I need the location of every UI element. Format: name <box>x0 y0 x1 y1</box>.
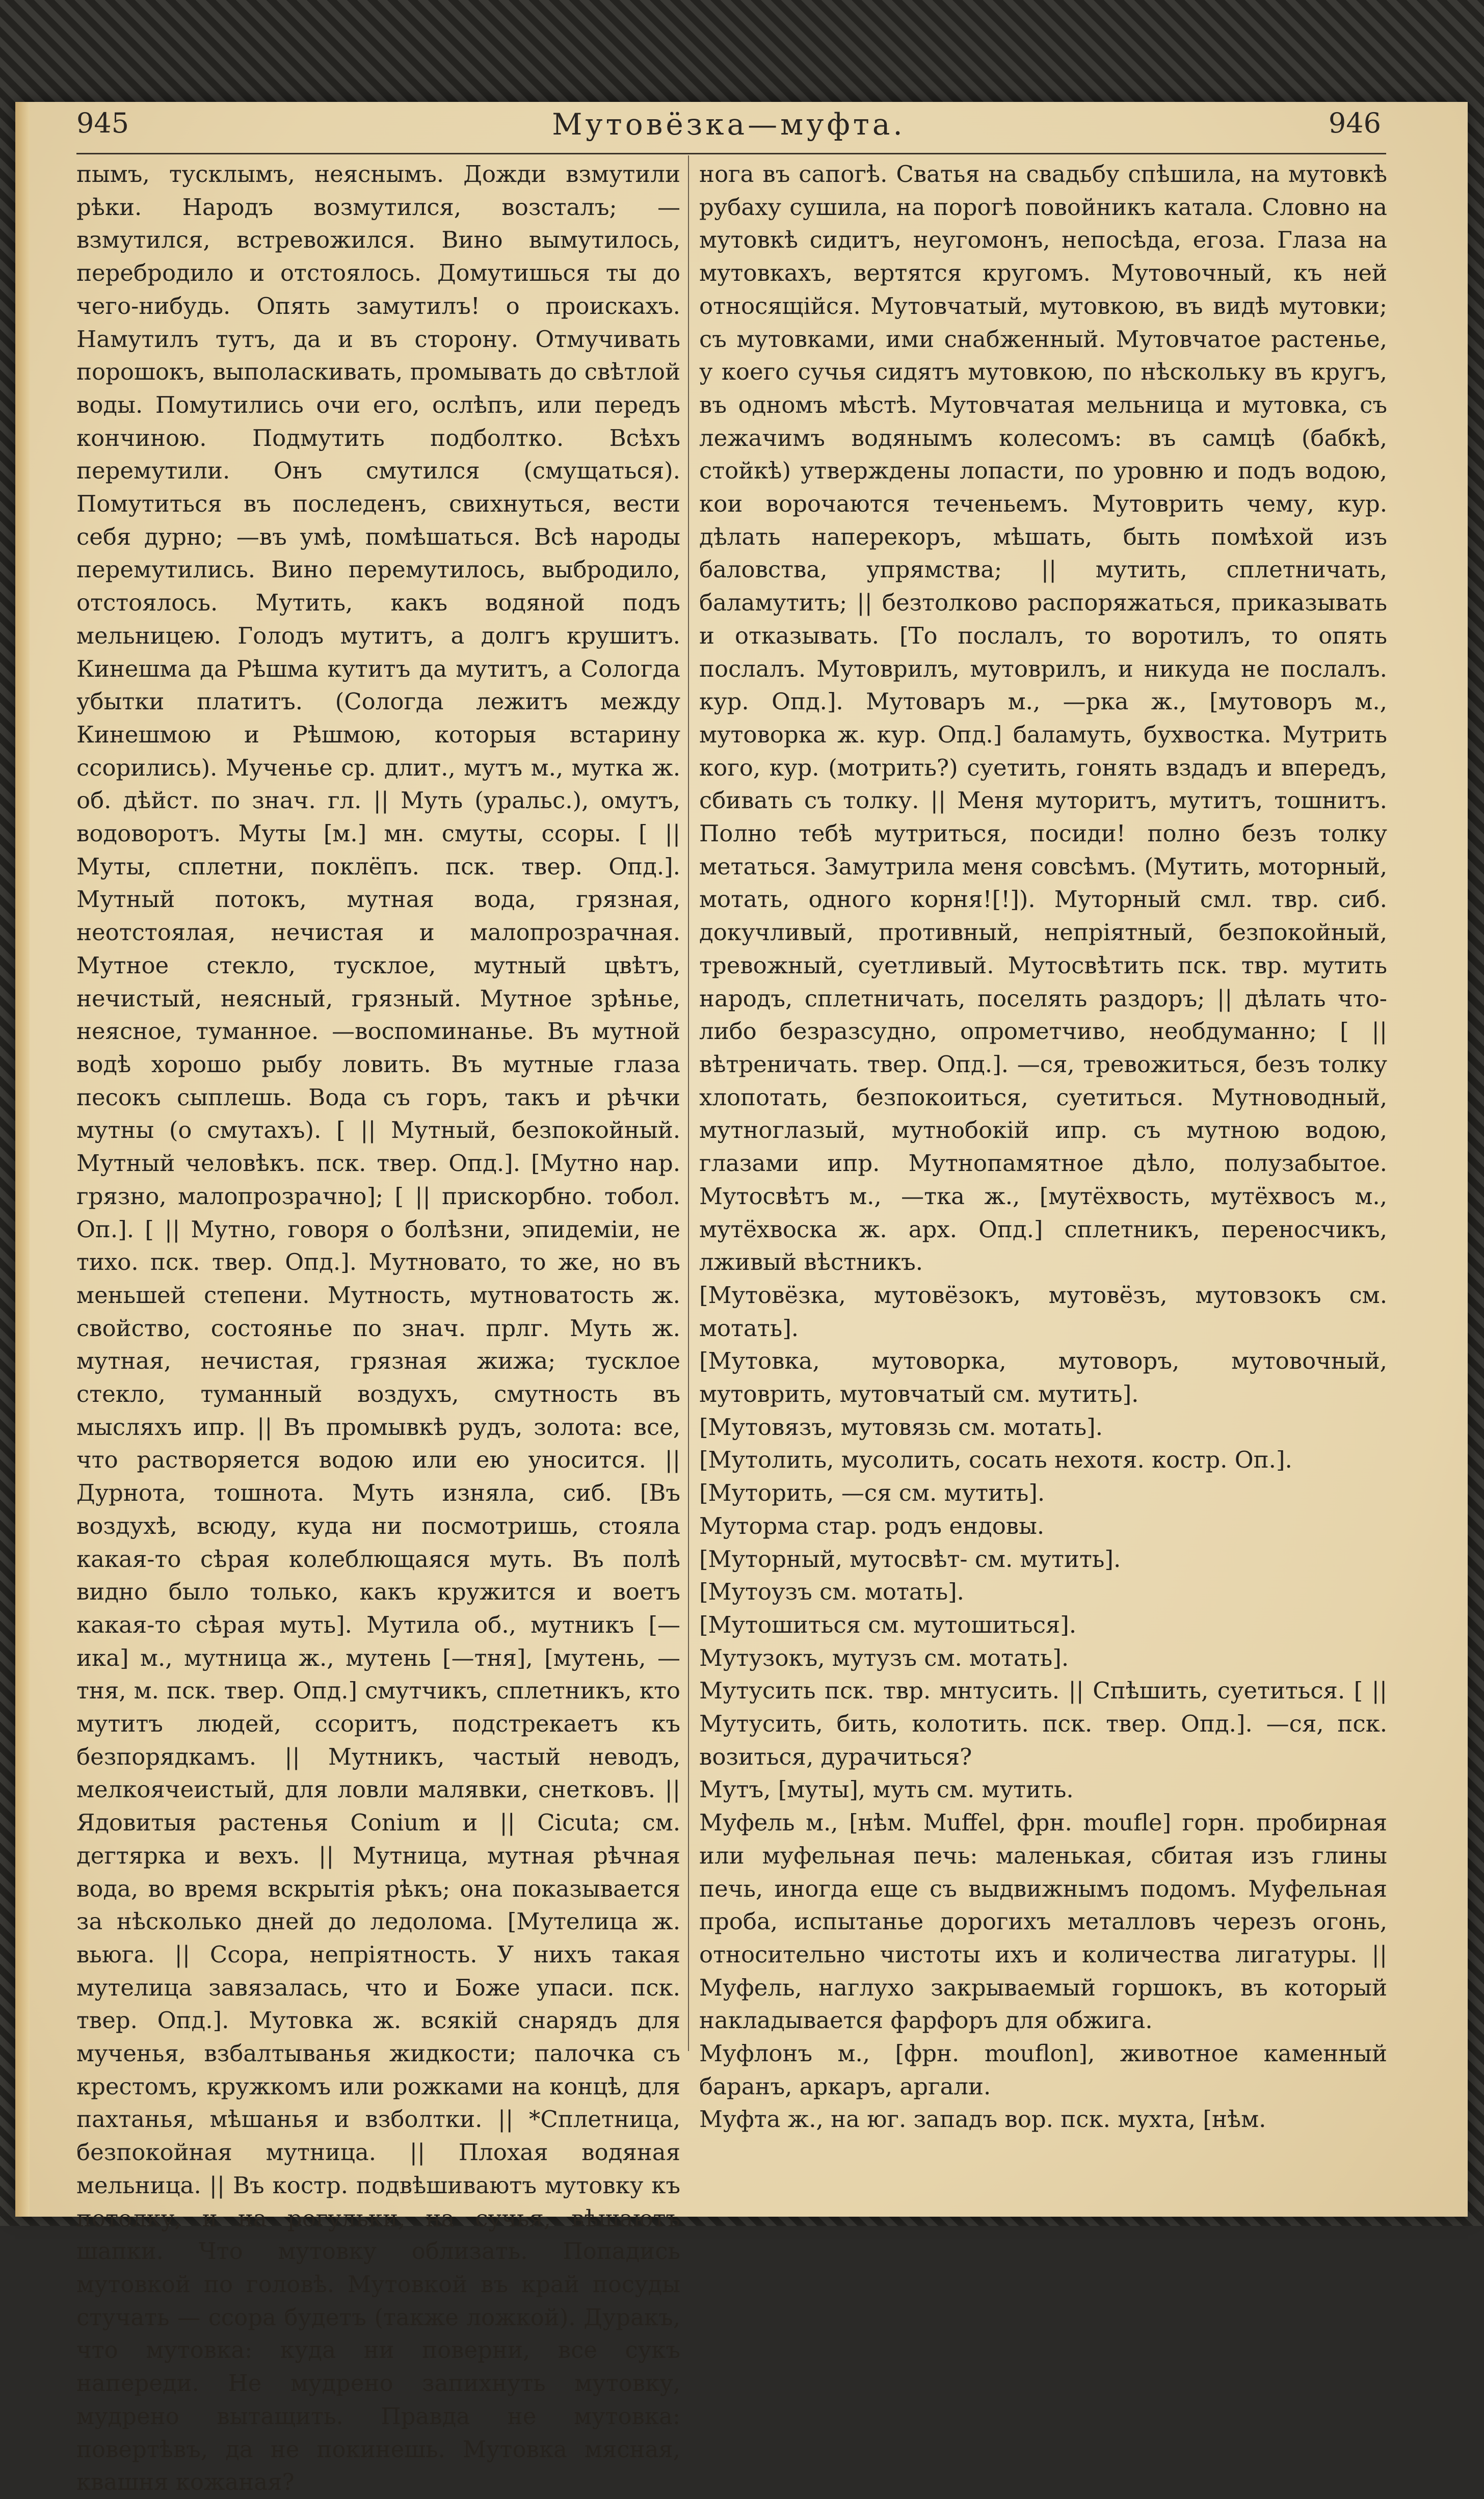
entry-mutovyaz: [Мутовязъ, мутовязь см. мотать]. <box>699 1413 1103 1441</box>
right-column <box>699 158 1387 2133</box>
entry-mutuzok: Мутузокъ, мутузъ см. мотать]. <box>699 1644 1069 1671</box>
entry-mutovka-ref: [Мутовка, мутоворка, мутоворъ, мутовочный, мутоврить, мутовчатый см. мутить]. <box>699 1347 1387 1408</box>
entry-mutorit: [Муторить, —ся см. мутить]. <box>699 1479 1045 1507</box>
entry-mutolit: [Мутолить, мусолить, сосать нехотя. костр. Оп.]. <box>699 1446 1292 1474</box>
entry-mufta: Муфта ж., на юг. западъ вор. пск. мухта, [нѣм. <box>699 2106 1266 2133</box>
entry-mutovyozka: [Мутовёзка, мутовёзокъ, мутовёзъ, мутовзокъ см. мотать]. <box>699 1281 1387 1342</box>
entry-muflon: Муфлонъ м., [фрн. mouflon], животное каменный баранъ, аркаръ, аргали. <box>699 2040 1387 2100</box>
entry-mufel: Муфель м., [нѣм. Muffel, фрн. moufle] горн. пробирная или муфельная печь: маленькая, сбитая изъ глины печь, иногда еще съ выдвижнымъ подомъ. Муфельная проба, испытанье дорогихъ металловъ черезъ огонь, относительно чистоты ихъ и количества лигатуры. || Муфель, наглухо закрываемый горшокъ, въ который накладывается фарфоръ для обжига. <box>699 1809 1387 2034</box>
left-column-text: пымъ, тусклымъ, неяснымъ. Дожди взмутили рѣки. Народъ возмутился, возсталъ; —взмутился, встревожился. Вино вымутилось, перебродило и отстоялось. Домутишься ты до чего-нибудь. Опять замутилъ! о проискахъ. Намутилъ тутъ, да и въ сторону. Отмучивать порошокъ, выполаскивать, промывать до свѣтлой воды. Помутились очи его, ослѣпъ, или передъ кончиною. Подмутить подболтко. Всѣхъ перемутили. Онъ смутился (смущаться). Помутиться въ последенъ, свихнуться, вести себя дурно; —въ умѣ, помѣшаться. Всѣ народы перемутились. Вино перемутилось, выбродило, отстоялось. Мутить, какъ водяной подъ мельницею. Голодъ мутитъ, а долгъ крушитъ. Кинешма да Рѣшма кутитъ да мутитъ, а Сологда убытки платитъ. (Сологда лежитъ между Кинешмою и Рѣшмою, которыя встарину ссорились). Мученье ср. длит., мутъ м., мутка ж. об. дѣйст. по знач. гл. || Муть (уральс.), омутъ, водоворотъ. Муты [м.] мн. смуты, ссоры. [ || Муты, сплетни, поклёпъ. пск. твер. Опд.]. Мутный потокъ, мутная вода, грязная, неотстоялая, нечистая и малопрозрачная. Мутное стекло, тусклое, мутный цвѣтъ, нечистый, неясный, грязный. Мутное зрѣнье, неясное, туманное. —воспоминанье. Въ мутной водѣ хорошо рыбу ловить. Въ мутные глаза песокъ сыплешь. Вода съ горъ, такъ и рѣчки мутны (о смутахъ). [ || Мутный, безпокойный. Мутный человѣкъ. пск. твер. Опд.]. [Мутно нар. грязно, малопрозрачно]; [ || прискорбно. тобол. Оп.]. [ || Мутно, говоря о болѣзни, эпидеміи, не тихо. пск. твер. Опд.]. Мутновато, то же, но въ меньшей степени. Мутность, мутноватость ж. свойство, состоянье по знач. прлг. Муть ж. мутная, нечистая, грязная жижа; тусклое стекло, туманный воздухъ, смутность въ мысляхъ ипр. || Въ промывкѣ рудъ, золота: все, что растворяется водою или ею уносится. || Дурнота, тошнота. Муть изняла, сиб. [Въ воздухѣ, всюду, куда ни посмотришь, стояла какая-то сѣрая колеблющаяся муть. Въ полѣ видно было только, какъ кружится и воетъ какая-то сѣрая муть]. Мутила об., мутникъ [—ика] м., мутница ж., мутень [—тня], [мутень, —тня, м. пск. твер. Опд.] смутчикъ, сплетникъ, кто мутитъ людей, ссоритъ, подстрекаетъ къ безпорядкамъ. || Мутникъ, частый неводъ, мелкоячеистый, для ловли малявки, снетковъ. || Ядовитыя растенья Conium и || Cicuta; см. дегтярка и вехъ. || Мутница, мутная рѣчная вода, во время вскрытія рѣкъ; она показывается за нѣсколько дней до ледолома. [Мутелица ж. вьюга. || Ссора, непріятность. У нихъ такая мутелица завязалась, что и Боже упаси. пск. твер. Опд.]. Мутовка ж. всякій снарядъ для мученья, взбалтыванья жидкости; палочка съ крестомъ, кружкомъ или рожками на концѣ, для пахтанья, мѣшанья и взболтки. || *Сплетница, безпокойная мутница. || Плохая водяная мельница. || Въ костр. подвѣшиваютъ мутовку къ потолку, и на рогульки, на сучья, вѣшаютъ шапки. Что мутовку облизать. Попадись мутовкой по головѣ. Мутовкой въ край посуды стучать — ссора будетъ (также ложкой). Дуракъ, что мутовка: куда ни поверни, все сукъ напереди. Не мудрено запихнуть мутовку, мудрено вытащить. Правда не мутовка: повертѣвъ, да не покинешь. Мутовка мясная, квашня кожаная? <box>76 161 680 2496</box>
entry-mutorny: [Муторный, мутосвѣт- см. мутить]. <box>699 1545 1121 1573</box>
left-page-number: 945 <box>76 107 129 139</box>
right-page-number: 946 <box>1328 107 1381 139</box>
column-separator <box>688 155 689 2051</box>
page-spine-edge <box>15 102 30 2217</box>
entry-mut: Мутъ, [муты], муть см. мутить. <box>699 1776 1074 1803</box>
page-header <box>76 107 1381 153</box>
running-title: Мутовёзка—муфта. <box>552 107 906 142</box>
header-rule <box>76 153 1386 154</box>
entry-mutoshitsya: [Мутошиться см. мутошиться]. <box>699 1611 1077 1638</box>
entry-mutusit: Мутусить пск. твр. мнтусить. || Спѣшить, суетиться. [ || Мутусить, бить, колотить. пск. твер. Опд.]. —ся, пск. возиться, дурачиться? <box>699 1677 1387 1770</box>
left-column <box>76 158 680 2496</box>
entry-mutorma: Муторма стар. родъ ендовы. <box>699 1512 1045 1539</box>
entry-mutouz: [Мутоузъ см. мотать]. <box>699 1578 964 1606</box>
entry-mutovka-continued: нога въ сапогѣ. Сватья на свадьбу спѣшила, на мутовкѣ рубаху сушила, на порогѣ повойникъ катала. Словно на мутовкѣ сидитъ, неугомонъ, непосѣда, егоза. Глаза на мутовкахъ, вертятся кругомъ. Мутовочный, къ ней относящійся. Мутовчатый, мутовкою, въ видѣ мутовки; съ мутовками, ими снабженный. Мутовчатое растенье, у коего сучья сидятъ мутовкою, по нѣскольку въ кругъ, въ одномъ мѣстѣ. Мутовчатая мельница и мутовка, съ лежачимъ водянымъ колесомъ: въ самцѣ (бабкѣ, стойкѣ) утверждены лопасти, по уровню и подъ водою, кои ворочаются теченьемъ. Мутоврить чему, кур. дѣлать наперекоръ, мѣшать, быть помѣхой изъ баловства, упрямства; || мутить, сплетничать, баламутить; || безтолково распоряжаться, приказывать и отказывать. [То послалъ, то воротилъ, то опять послалъ. Мутоврилъ, мутоврилъ, и никуда не послалъ. кур. Опд.]. Мутоваръ м., —рка ж., [мутоворъ м., мутоворка ж. кур. Опд.] баламуть, бухвостка. Мутрить кого, кур. (мотрить?) суетить, гонять вздадъ и впередъ, сбивать съ толку. || Меня муторитъ, мутитъ, тошнитъ. Полно тебѣ мутриться, посиди! полно безъ толку метаться. Замутрила меня совсѣмъ. (Мутить, моторный, мотать, одного корня![!]). Муторный смл. твр. сиб. докучливый, противный, непріятный, безпокойный, тревожный, суетливый. Мутосвѣтить пск. твр. мутить народъ, сплетничать, поселять раздоръ; || дѣлать что-либо безразсудно, опрометчиво, необдуманно; [ || вѣтреничать. твер. Опд.]. —ся, тревожиться, безъ толку хлопотать, безпокоиться, суетиться. Мутноводный, мутноглазый, мутнобокій ипр. съ мутною водою, глазами ипр. Мутнопамятное дѣло, полузабытое. Мутосвѣтъ м., —тка ж., [мутёхвость, мутёхвосъ м., мутёхвоска ж. арх. Опд.] сплетникъ, переносчикъ, лживый вѣстникъ. <box>699 161 1387 1276</box>
